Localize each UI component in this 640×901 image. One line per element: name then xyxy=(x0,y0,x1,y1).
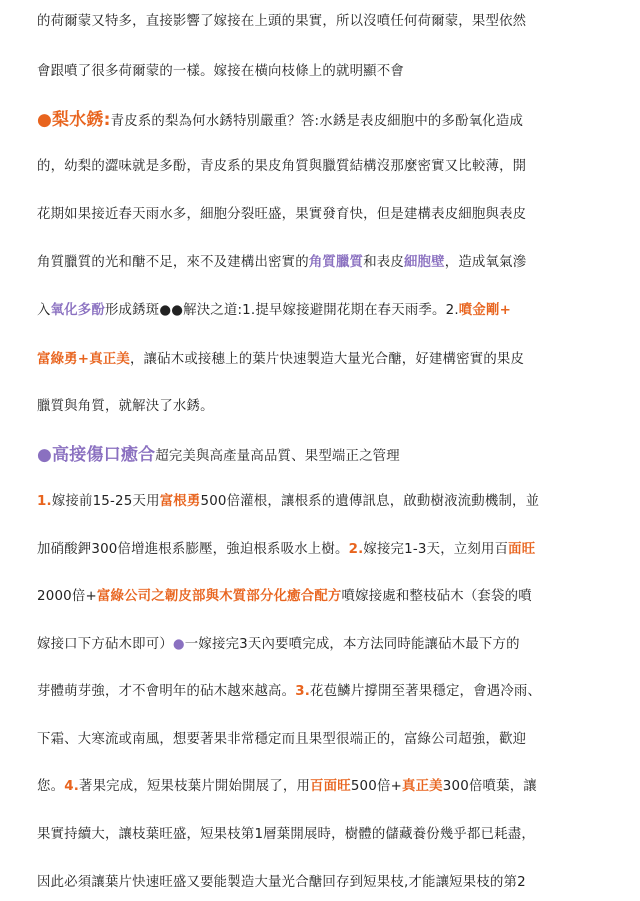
highlighted-text: 細胞壁 xyxy=(403,255,445,270)
text-segment: 嫁接完1-3天，立刻用百 xyxy=(363,542,509,557)
text-line xyxy=(37,825,535,845)
text-segment: 加硝酸鉀300倍增進根系膨壓，強迫根系吸水上樹。 xyxy=(37,542,349,557)
text-line xyxy=(37,301,511,321)
text-line xyxy=(37,62,404,82)
text-line xyxy=(37,205,526,225)
text-segment: 臘質與角質，就解決了水銹。 xyxy=(37,399,214,414)
highlighted-text: 富根勇 xyxy=(159,494,201,509)
text-line xyxy=(37,730,526,750)
text-segment: 嫁接口下方砧木即可） xyxy=(37,637,173,652)
highlighted-text: 真正美 xyxy=(402,779,443,794)
highlighted-text: 1. xyxy=(37,494,52,509)
text-segment: 形成銹斑●●解決之道:1.提早嫁接避開花期在春天雨季。2. xyxy=(104,303,459,318)
text-segment: 500倍灌根，讓根系的遺傳訊息，啟動樹液流動機制，並 xyxy=(200,494,540,509)
text-segment: 下霜、大寒流或南風，想要著果非常穩定而且果型很端正的，富綠公司超強，歡迎 xyxy=(37,732,527,747)
text-segment: 您。 xyxy=(37,779,65,794)
text-segment: 超完美與高產量高品質、果型端正之管理 xyxy=(155,449,400,464)
text-segment: 噴嫁接處和整枝砧木（套袋的噴 xyxy=(341,589,532,604)
text-line xyxy=(37,445,400,467)
text-segment: 和表皮 xyxy=(363,255,404,270)
text-line xyxy=(37,682,541,702)
highlighted-text: 面旺 xyxy=(508,542,536,557)
text-segment: 花期如果接近春天雨水多，細胞分裂旺盛，果實發育快，但是建構表皮細胞與表皮 xyxy=(37,207,527,222)
text-segment: 會跟噴了很多荷爾蒙的一樣。嫁接在橫向枝條上的就明顯不會 xyxy=(37,64,404,79)
text-segment: 著果完成，短果枝葉片開始開展了，用 xyxy=(79,779,311,794)
text-segment: 500倍+ xyxy=(350,779,402,794)
text-line xyxy=(37,635,520,655)
text-line xyxy=(37,157,526,177)
text-segment: 一嫁接完3天內要噴完成，本方法同時能讓砧木最下方的 xyxy=(184,637,520,652)
highlighted-text: 4. xyxy=(64,779,79,794)
text-segment: 300倍噴葉，讓 xyxy=(442,779,537,794)
text-segment: 的，幼梨的澀味就是多酚，青皮系的果皮角質與臘質結構沒那麼密實又比較薄，開 xyxy=(37,159,527,174)
highlighted-text: 角質臘質 xyxy=(308,255,364,270)
text-segment: 花苞鱗片撐開至著果穩定，會遇冷雨、 xyxy=(310,684,542,699)
highlighted-text: 噴金剛+ xyxy=(458,303,511,318)
text-line xyxy=(37,397,214,417)
text-line xyxy=(37,350,524,370)
highlighted-text: 富綠勇+真正美 xyxy=(37,352,130,367)
text-line xyxy=(37,540,535,560)
text-segment: ，讓砧木或接穗上的葉片快速製造大量光合醣，好建構密實的果皮 xyxy=(129,352,525,367)
highlighted-text: 2. xyxy=(348,542,364,557)
text-line xyxy=(37,110,523,132)
text-line xyxy=(37,12,526,32)
text-segment: 的荷爾蒙又特多，直接影響了嫁接在上頭的果實，所以沒噴任何荷爾蒙，果型依然 xyxy=(37,14,527,29)
highlighted-text: ●高接傷口癒合 xyxy=(37,445,156,465)
highlighted-text: 3. xyxy=(295,684,311,699)
text-line xyxy=(37,492,539,512)
text-segment: 青皮系的梨為何水銹特別嚴重？答:水銹是表皮細胞中的多酚氧化造成 xyxy=(110,114,524,129)
text-line xyxy=(37,873,526,893)
text-segment: ，造成氧氣滲 xyxy=(444,255,527,270)
text-segment: 嫁接前15-25天用 xyxy=(51,494,160,509)
text-segment: 芽體萌芽強，才不會明年的砧木越來越高。 xyxy=(37,684,296,699)
highlighted-text: 富綠公司之韌皮部與木質部分化癒合配方 xyxy=(96,589,342,604)
text-segment: 因此必須讓葉片快速旺盛又要能製造大量光合醣回存到短果枝,才能讓短果枝的第2 xyxy=(37,875,526,890)
highlighted-text: 氧化多酚 xyxy=(50,303,105,318)
highlighted-text: ● xyxy=(172,637,185,652)
text-segment: 入 xyxy=(37,303,51,318)
highlighted-text: 百面旺 xyxy=(310,779,351,794)
text-line xyxy=(37,587,532,607)
highlighted-text: ●梨水銹: xyxy=(37,110,111,130)
text-segment: 2000倍+ xyxy=(37,589,97,604)
text-line xyxy=(37,253,526,273)
text-line xyxy=(37,777,537,797)
text-segment: 果實持續大，讓枝葉旺盛，短果枝第1層葉開展時，樹體的儲藏養份幾乎都已耗盡， xyxy=(37,827,535,842)
text-segment: 角質臘質的光和醣不足，來不及建構出密實的 xyxy=(37,255,309,270)
